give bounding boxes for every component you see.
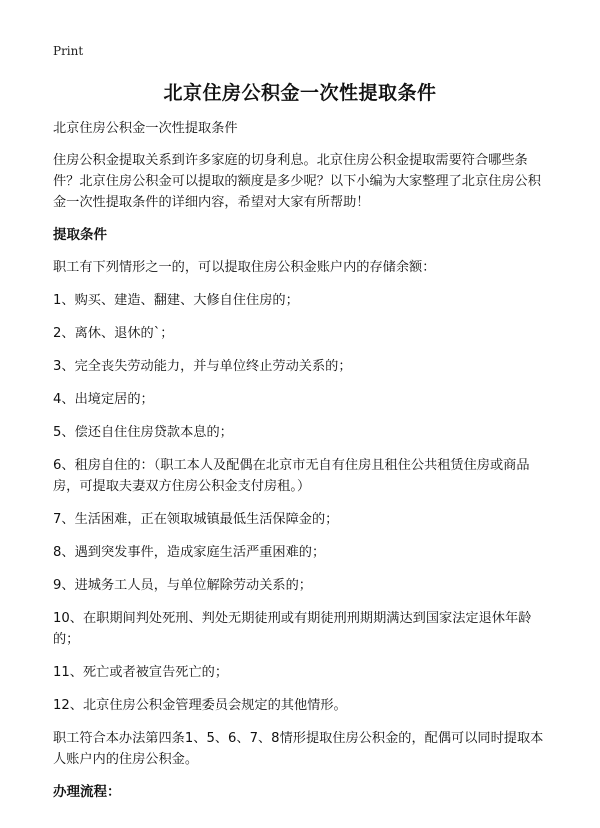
list-item: 10、在职期间判处死刑、判处无期徒刑或有期徒刑刑期期满达到国家法定退休年龄的； xyxy=(53,611,532,647)
list-item: 1、购买、建造、翻建、大修自住住房的； xyxy=(53,293,299,308)
print-link[interactable]: Print xyxy=(53,44,84,58)
section-heading-procedure: 办理流程： xyxy=(53,784,121,800)
article-body xyxy=(53,118,552,814)
list-item: 9、进城务工人员，与单位解除劳动关系的； xyxy=(53,578,312,593)
list-item: 12、北京住房公积金管理委员会规定的其他情形。 xyxy=(53,698,347,713)
list-item: 6、租房自住的：（职工本人及配偶在北京市无自有住房且租住公共租赁住房或商品房，可提取夫妻双方住房公积金支付房租。） xyxy=(53,458,530,494)
list-item: 11、死亡或者被宣告死亡的； xyxy=(53,665,229,680)
page-title: 北京住房公积金一次性提取条件 xyxy=(163,82,437,104)
conditions-list xyxy=(53,290,552,716)
list-item: 3、完全丧失劳动能力，并与单位终止劳动关系的； xyxy=(53,359,352,374)
list-item: 4、出境定居的； xyxy=(53,392,154,407)
spouse-note: 职工符合本办法第四条1、5、6、7、8情形提取住房公积金的，配偶可以同时提取本人账户内的住房公积金。 xyxy=(53,731,544,767)
list-item: 8、遇到突发事件，造成家庭生活严重困难的； xyxy=(53,545,326,560)
section-heading-conditions: 提取条件 xyxy=(53,227,107,243)
list-item: 5、偿还自住住房贷款本息的； xyxy=(53,425,233,440)
list-item: 2、离休、退休的`； xyxy=(53,326,174,341)
article-subtitle: 北京住房公积金一次性提取条件 xyxy=(53,121,238,136)
conditions-lead: 职工有下列情形之一的，可以提取住房公积金账户内的存储余额： xyxy=(53,260,436,275)
intro-paragraph: 住房公积金提取关系到许多家庭的切身利息。北京住房公积金提取需要符合哪些条件？北京住房公积金可以提取的额度是多少呢？以下小编为大家整理了北京住房公积金一次性提取条件的详细内容，希望对大家有所帮助！ xyxy=(53,153,541,210)
list-item: 7、生活困难，正在领取城镇最低生活保障金的； xyxy=(53,512,339,527)
